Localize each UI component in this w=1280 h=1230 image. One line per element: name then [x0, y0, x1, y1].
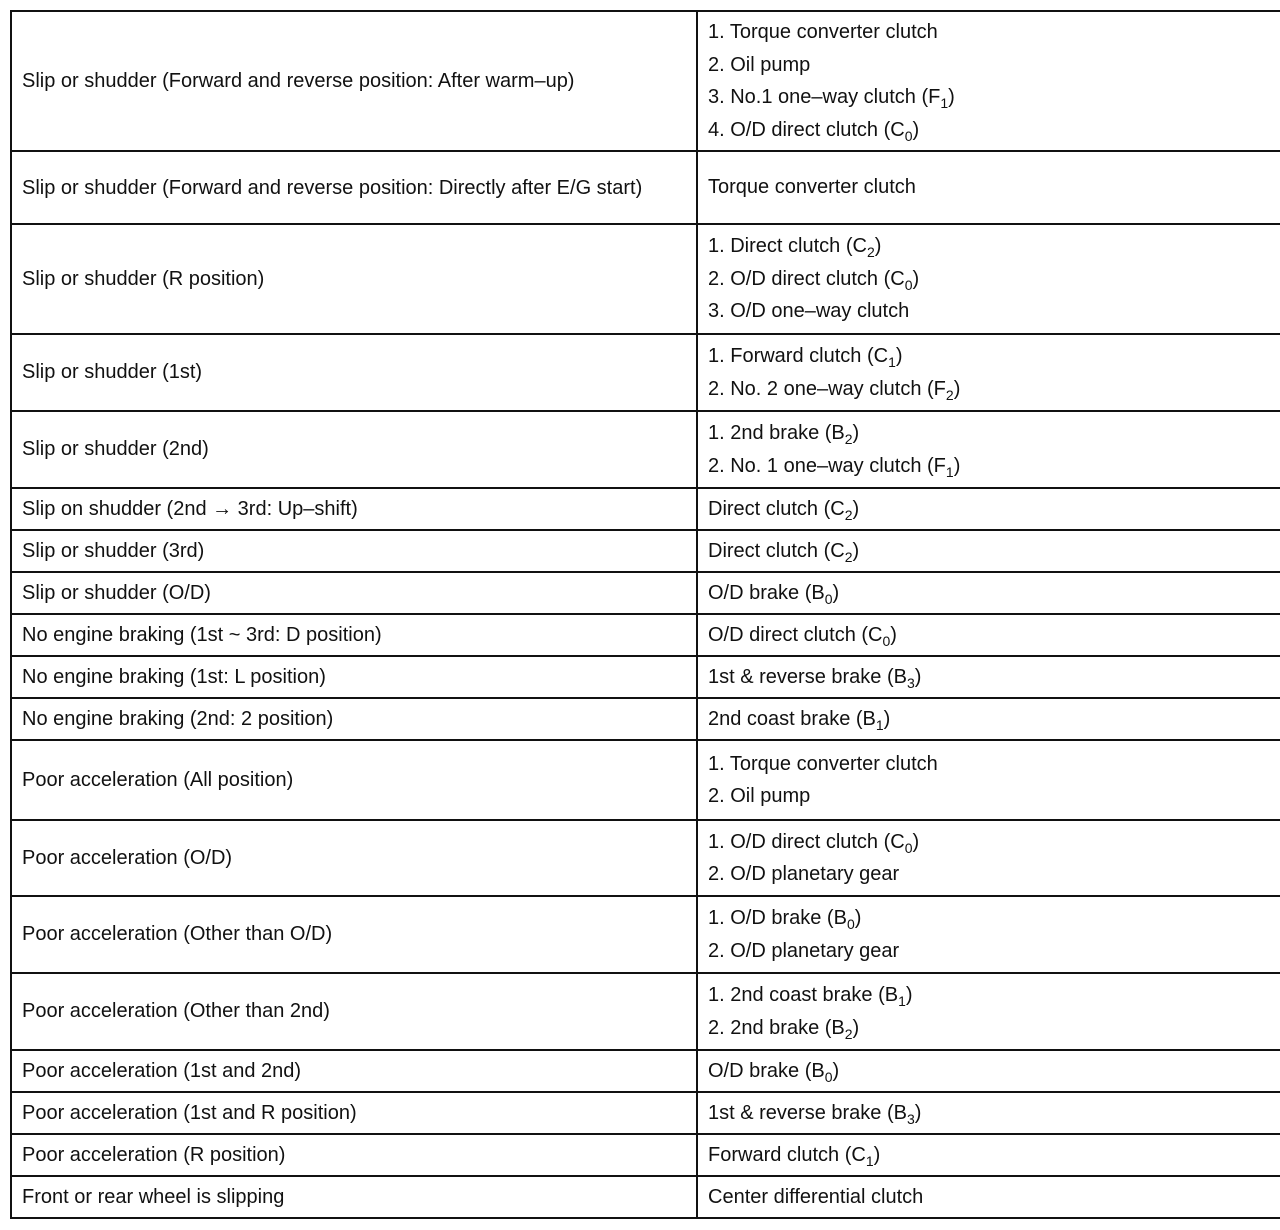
table-row — [11, 224, 1280, 334]
part-line — [708, 935, 1280, 968]
part-text: 4. O/D direct clutch (C — [708, 118, 905, 141]
part-subscript: 2 — [844, 430, 853, 447]
part-subscript: 3 — [906, 1110, 915, 1127]
part-subscript: 0 — [904, 839, 913, 856]
part-text: O/D brake (B — [708, 1059, 825, 1082]
symptom-cell: Slip or shudder (1st) — [11, 334, 697, 411]
part-text: 2. O/D direct clutch (C — [708, 267, 905, 290]
symptom-cell: Slip or shudder (O/D) — [11, 572, 697, 614]
part-close-paren: ) — [912, 267, 920, 290]
suspected-part-cell — [697, 1176, 1280, 1218]
part-subscript: 1 — [945, 463, 954, 480]
symptom-cell: Slip or shudder (2nd) — [11, 411, 697, 488]
symptom-cell: Poor acceleration (Other than O/D) — [11, 896, 697, 973]
part-close-paren: ) — [895, 345, 903, 367]
part-line — [708, 114, 1280, 147]
table-row — [11, 411, 1280, 488]
part-close-paren: ) — [912, 118, 920, 141]
symptom-cell: No engine braking (2nd: 2 position) — [11, 698, 697, 740]
part-text: 1. Direct clutch (C — [708, 235, 867, 258]
part-text: 1. Torque converter clutch — [708, 21, 938, 43]
part-subscript: 2 — [844, 1025, 853, 1042]
table-row — [11, 1092, 1280, 1134]
part-line — [708, 263, 1280, 296]
part-line — [708, 858, 1280, 891]
suspected-part-cell — [697, 614, 1280, 656]
table-row — [11, 530, 1280, 572]
suspected-part-cell — [697, 740, 1280, 820]
part-subscript: 2 — [866, 244, 875, 261]
suspected-part-cell — [697, 820, 1280, 896]
part-line — [708, 661, 1280, 694]
part-line — [708, 748, 1280, 781]
part-line — [708, 340, 1280, 373]
part-text: O/D direct clutch (C — [708, 623, 883, 646]
part-subscript: 2 — [844, 506, 853, 523]
part-line — [708, 1181, 1280, 1214]
part-close-paren: ) — [852, 539, 860, 562]
part-line — [708, 493, 1280, 526]
symptom-cell: Poor acceleration (1st and R position) — [11, 1092, 697, 1134]
part-text: 2. Oil pump — [708, 785, 811, 807]
part-text: 1. 2nd coast brake (B — [708, 984, 899, 1006]
table-row — [11, 698, 1280, 740]
table-row — [11, 1176, 1280, 1218]
symptom-cell: Poor acceleration (1st and 2nd) — [11, 1050, 697, 1092]
trouble-diagnosis-table — [10, 10, 1280, 1219]
part-text: 1st & reverse brake (B — [708, 1101, 907, 1124]
part-subscript: 1 — [865, 1152, 874, 1169]
part-line — [708, 417, 1280, 450]
part-close-paren: ) — [905, 984, 913, 1006]
symptom-cell: Poor acceleration (R position) — [11, 1134, 697, 1176]
suspected-part-cell — [697, 973, 1280, 1050]
part-line — [708, 703, 1280, 736]
part-line — [708, 1012, 1280, 1045]
table-row — [11, 973, 1280, 1050]
symptom-cell: Poor acceleration (Other than 2nd) — [11, 973, 697, 1050]
part-line — [708, 230, 1280, 263]
part-text: Direct clutch (C — [708, 539, 845, 562]
table-row — [11, 614, 1280, 656]
part-text: 1. O/D direct clutch (C — [708, 830, 905, 853]
suspected-part-cell — [697, 224, 1280, 334]
table-row — [11, 1050, 1280, 1092]
part-close-paren: ) — [948, 86, 955, 108]
part-text: O/D brake (B — [708, 581, 825, 604]
part-close-paren: ) — [953, 454, 961, 477]
symptom-cell: No engine braking (1st: L position) — [11, 656, 697, 698]
suspected-part-cell — [697, 488, 1280, 530]
part-line — [708, 1055, 1280, 1088]
symptom-cell: Slip or shudder (3rd) — [11, 530, 697, 572]
part-line — [708, 16, 1280, 49]
symptom-cell: Poor acceleration (O/D) — [11, 820, 697, 896]
suspected-part-cell — [697, 530, 1280, 572]
table-row — [11, 11, 1280, 151]
part-close-paren: ) — [912, 830, 920, 853]
part-text: 2nd coast brake (B — [708, 707, 876, 730]
part-text: Forward clutch (C — [708, 1143, 866, 1166]
table-row — [11, 656, 1280, 698]
part-line — [708, 619, 1280, 652]
part-line — [708, 295, 1280, 328]
suspected-part-cell — [697, 411, 1280, 488]
part-close-paren: ) — [854, 907, 862, 929]
part-subscript: 0 — [824, 1068, 833, 1085]
table-row — [11, 740, 1280, 820]
part-text: 2. Oil pump — [708, 53, 811, 76]
part-text: 2. 2nd brake (B — [708, 1016, 845, 1039]
part-subscript: 1 — [875, 716, 884, 733]
part-line — [708, 49, 1280, 82]
part-subscript: 0 — [882, 632, 891, 649]
part-line — [708, 826, 1280, 859]
part-close-paren: ) — [914, 665, 922, 688]
table-row — [11, 334, 1280, 411]
part-close-paren: ) — [852, 497, 860, 520]
part-text: 3. No.1 one–way clutch (F — [708, 86, 941, 108]
part-line — [708, 373, 1280, 406]
part-close-paren: ) — [852, 1016, 860, 1039]
part-subscript: 1 — [940, 94, 949, 111]
part-text: 3. O/D one–way clutch — [708, 300, 910, 323]
part-text: 1. Torque converter clutch — [708, 752, 938, 775]
suspected-part-cell — [697, 11, 1280, 151]
part-text: 2. O/D planetary gear — [708, 863, 900, 885]
part-text: 1. Forward clutch (C — [708, 345, 889, 367]
part-subscript: 3 — [906, 674, 915, 691]
part-line — [708, 577, 1280, 610]
part-line — [708, 81, 1280, 114]
part-line — [708, 979, 1280, 1012]
table-row — [11, 820, 1280, 896]
suspected-part-cell — [697, 1092, 1280, 1134]
part-close-paren: ) — [873, 1143, 881, 1166]
symptom-cell: Slip or shudder (Forward and reverse position: Directly after E/G start) — [11, 151, 697, 224]
part-text: 2. No. 2 one–way clutch (F — [708, 377, 946, 400]
suspected-part-cell — [697, 572, 1280, 614]
symptom-cell: Front or rear wheel is slipping — [11, 1176, 697, 1218]
part-close-paren: ) — [832, 581, 840, 604]
symptom-cell: Slip on shudder (2nd → 3rd: Up–shift) — [11, 488, 697, 530]
part-close-paren: ) — [832, 1059, 840, 1082]
suspected-part-cell — [697, 151, 1280, 224]
part-line — [708, 450, 1280, 483]
part-close-paren: ) — [883, 707, 891, 730]
part-close-paren: ) — [890, 623, 897, 646]
suspected-part-cell — [697, 1050, 1280, 1092]
part-close-paren: ) — [852, 422, 860, 444]
part-text: 2. No. 1 one–way clutch (F — [708, 454, 946, 477]
part-subscript: 0 — [824, 590, 833, 607]
part-close-paren: ) — [953, 377, 961, 400]
part-subscript: 2 — [945, 386, 954, 403]
part-text: 1. 2nd brake (B — [708, 422, 845, 444]
part-line — [708, 535, 1280, 568]
part-text: 1st & reverse brake (B — [708, 665, 907, 688]
part-subscript: 2 — [844, 548, 853, 565]
table-row — [11, 1134, 1280, 1176]
symptom-cell: No engine braking (1st ~ 3rd: D position) — [11, 614, 697, 656]
part-line — [708, 171, 1280, 204]
part-subscript: 0 — [846, 915, 855, 932]
suspected-part-cell — [697, 334, 1280, 411]
part-text: Torque converter clutch — [708, 176, 916, 199]
symptom-cell: Poor acceleration (All position) — [11, 740, 697, 820]
symptom-cell: Slip or shudder (Forward and reverse position: After warm–up) — [11, 11, 697, 151]
part-subscript: 0 — [904, 276, 913, 293]
suspected-part-cell — [697, 896, 1280, 973]
part-close-paren: ) — [874, 235, 882, 258]
suspected-part-cell — [697, 656, 1280, 698]
symptom-cell: Slip or shudder (R position) — [11, 224, 697, 334]
part-subscript: 1 — [898, 992, 906, 1009]
part-subscript: 0 — [904, 127, 913, 144]
table-body — [11, 11, 1280, 1218]
part-line — [708, 780, 1280, 813]
part-text: 1. O/D brake (B — [708, 907, 847, 929]
table-row — [11, 488, 1280, 530]
part-text: Direct clutch (C — [708, 497, 845, 520]
part-close-paren: ) — [914, 1101, 922, 1124]
part-text: 2. O/D planetary gear — [708, 939, 900, 962]
part-line — [708, 902, 1280, 935]
part-text: Center differential clutch — [708, 1185, 924, 1208]
part-line — [708, 1097, 1280, 1130]
part-line — [708, 1139, 1280, 1172]
table-row — [11, 572, 1280, 614]
table-row — [11, 896, 1280, 973]
part-subscript: 1 — [888, 353, 896, 370]
suspected-part-cell — [697, 698, 1280, 740]
table-row — [11, 151, 1280, 224]
suspected-part-cell — [697, 1134, 1280, 1176]
